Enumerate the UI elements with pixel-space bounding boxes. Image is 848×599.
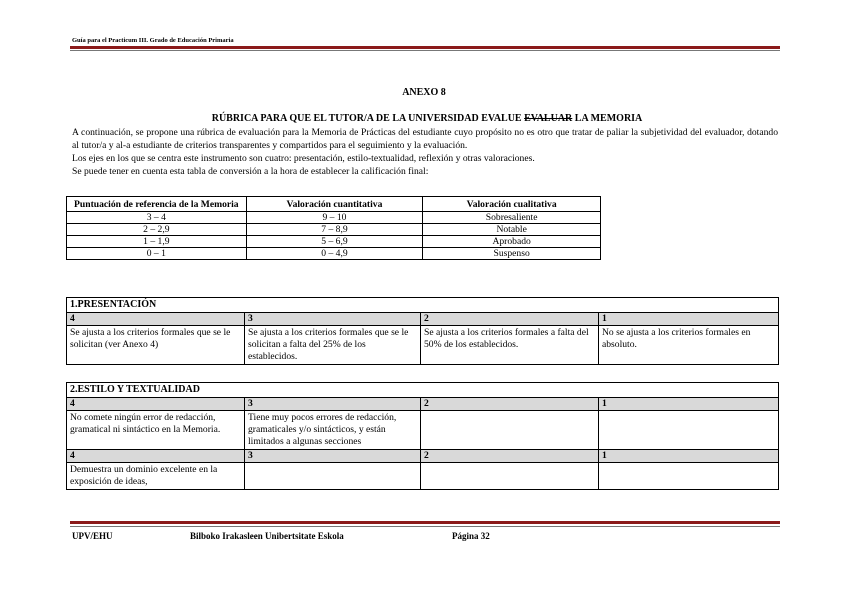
section-title: 1.PRESENTACIÓN — [67, 298, 779, 313]
intro-paragraph: A continuación, se propone una rúbrica de evaluación para la Memoria de Prácticas del estudiante cuyo propósito no es otro que tratar de paliar la subjetividad del evaluador, dotando al tutor/a y al-a estudiante de criterios transparentes y compartidos para el seguimiento y la evaluación. — [72, 127, 778, 151]
score-cell: 2 — [421, 313, 599, 326]
header-rule-thin — [70, 50, 780, 51]
descriptor-cell — [421, 411, 599, 450]
table-cell: Suspenso — [423, 248, 601, 260]
section-header-row — [67, 383, 779, 398]
descriptor-row — [67, 411, 779, 450]
descriptor-cell — [599, 411, 779, 450]
score-cell: 2 — [421, 450, 599, 463]
descriptor-cell: No se ajusta a los criterios formales en absoluto. — [599, 326, 779, 365]
column-header: Valoración cuantitativa — [246, 197, 423, 212]
running-header: Guía para el Practicum III. Grado de Educación Primaria — [72, 37, 234, 44]
table-cell: 2 – 2,9 — [67, 224, 247, 236]
descriptor-cell — [421, 463, 599, 490]
descriptor-cell: Tiene muy pocos errores de redacción, gramaticales y/o sintácticos, y están limitados a algunas secciones — [245, 411, 421, 450]
rubric-title-main: RÚBRICA PARA QUE EL TUTOR/A DE LA UNIVERSIDAD EVALUE — [211, 113, 525, 124]
descriptor-cell — [245, 463, 421, 490]
descriptor-row — [67, 326, 779, 365]
descriptor-cell: Se ajusta a los criterios formales que se le solicitan a falta del 25% de los establecidos. — [245, 326, 421, 365]
section-header-row — [67, 298, 779, 313]
table-cell: Sobresaliente — [423, 212, 601, 224]
score-cell: 4 — [67, 450, 245, 463]
table-cell: 7 – 8,9 — [246, 224, 423, 236]
column-header: Puntuación de referencia de la Memoria — [67, 197, 247, 212]
score-cell: 3 — [245, 313, 421, 326]
table-row — [67, 236, 601, 248]
table-cell: 1 – 1,9 — [67, 236, 247, 248]
table-header-row — [67, 197, 601, 212]
rubric-title-struck-word: EVALUAR — [524, 113, 573, 124]
descriptor-cell: Se ajusta a los criterios formales que se le solicitan (ver Anexo 4) — [67, 326, 245, 365]
footer-rule-thin — [70, 526, 780, 527]
table-row — [67, 248, 601, 260]
descriptor-cell: No comete ningún error de redacción, gramatical ni sintáctico en la Memoria. — [67, 411, 245, 450]
table-cell: 0 – 4,9 — [246, 248, 423, 260]
intro-paragraph: Se puede tener en cuenta esta tabla de conversión a la hora de establecer la calificación final: — [72, 166, 429, 177]
descriptor-cell — [599, 463, 779, 490]
column-header: Valoración cualitativa — [423, 197, 601, 212]
table-cell: 9 – 10 — [246, 212, 423, 224]
descriptor-row — [67, 463, 779, 490]
conversion-table — [66, 196, 601, 260]
score-row — [67, 450, 779, 463]
header-rule — [70, 46, 780, 49]
score-cell: 4 — [67, 313, 245, 326]
rubric-title — [72, 113, 782, 124]
table-cell: 5 – 6,9 — [246, 236, 423, 248]
page-number: Página 32 — [452, 531, 490, 541]
table-cell: Aprobado — [423, 236, 601, 248]
rubric-title-end: LA MEMORIA — [572, 113, 643, 124]
intro-text — [72, 126, 778, 178]
annex-title: ANEXO 8 — [402, 87, 446, 98]
score-cell: 2 — [421, 398, 599, 411]
footer-rule — [70, 521, 780, 524]
intro-paragraph: Los ejes en los que se centra este instrumento son cuatro: presentación, estilo-textualidad, reflexión y otras valoraciones. — [72, 153, 535, 164]
presentacion-rubric — [66, 297, 779, 365]
table-cell: Notable — [423, 224, 601, 236]
footer-school: Bilboko Irakasleen Unibertsitate Eskola — [190, 531, 344, 541]
score-cell: 4 — [67, 398, 245, 411]
score-cell: 1 — [599, 398, 779, 411]
descriptor-cell: Se ajusta a los criterios formales a falta del 50% de los establecidos. — [421, 326, 599, 365]
section-title: 2.ESTILO Y TEXTUALIDAD — [67, 383, 779, 398]
estilo-rubric — [66, 382, 779, 490]
table-row — [67, 212, 601, 224]
score-row — [67, 313, 779, 326]
table-cell: 3 – 4 — [67, 212, 247, 224]
footer-institution: UPV/EHU — [72, 531, 113, 541]
descriptor-cell: Demuestra un dominio excelente en la exposición de ideas, — [67, 463, 245, 490]
score-cell: 3 — [245, 398, 421, 411]
table-row — [67, 224, 601, 236]
score-cell: 3 — [245, 450, 421, 463]
score-cell: 1 — [599, 313, 779, 326]
score-cell: 1 — [599, 450, 779, 463]
score-row — [67, 398, 779, 411]
table-cell: 0 – 1 — [67, 248, 247, 260]
